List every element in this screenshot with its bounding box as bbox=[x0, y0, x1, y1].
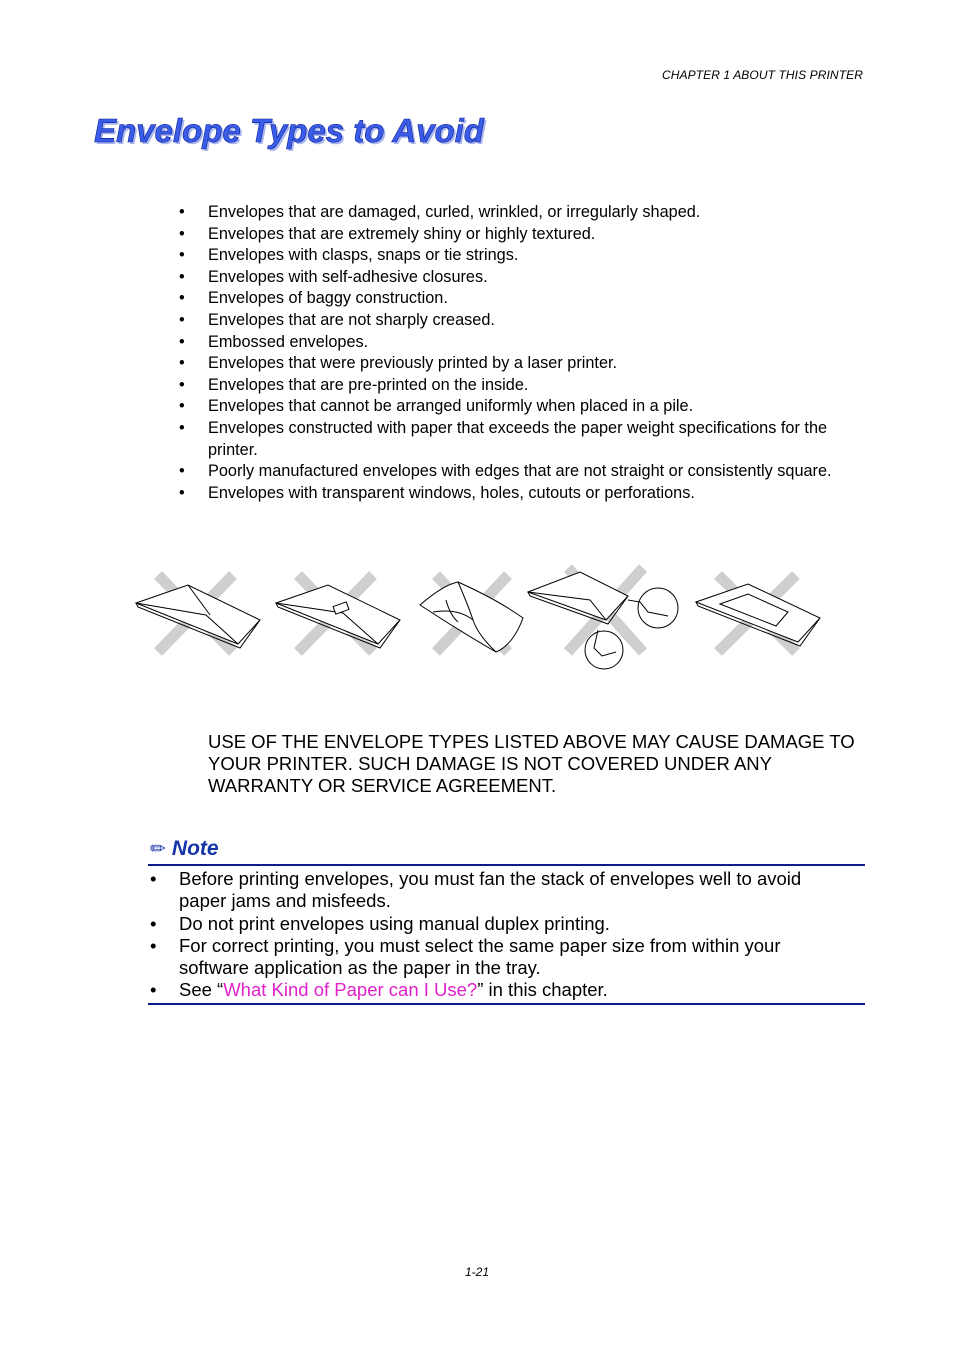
list-item: • Envelopes of baggy construction. bbox=[178, 288, 858, 310]
list-item: • Envelopes that cannot be arranged uniformly when placed in a pile. bbox=[178, 396, 858, 418]
chapter-header: CHAPTER 1 ABOUT THIS PRINTER bbox=[661, 68, 863, 82]
list-item: • Do not print envelopes using manual duplex printing. bbox=[150, 913, 840, 935]
warning-text: USE OF THE ENVELOPE TYPES LISTED ABOVE MAY CAUSE DAMAGE TO YOUR PRINTER. SUCH DAMAGE IS NOT COVERED UNDER ANY WARRANTY OR SERVICE AGREEMENT. bbox=[208, 731, 855, 796]
window-envelope-icon bbox=[696, 584, 820, 646]
list-item: • Envelopes that are extremely shiny or highly textured. bbox=[178, 224, 858, 246]
list-item: • Embossed envelopes. bbox=[178, 332, 858, 354]
see-suffix: ” in this chapter. bbox=[477, 979, 608, 1001]
list-item: • Envelopes with self-adhesive closures. bbox=[178, 267, 858, 289]
page-title: Envelope Types to Avoid bbox=[94, 112, 484, 149]
page-number: 1-21 bbox=[464, 1265, 490, 1279]
note-list bbox=[150, 868, 840, 1002]
note-title: Note bbox=[171, 837, 219, 860]
list-item: • Before printing envelopes, you must fan the stack of envelopes well to avoid paper jams and misfeeds. bbox=[150, 868, 840, 913]
pencil-icon: ✏ bbox=[150, 839, 166, 860]
list-item: • Envelopes with clasps, snaps or tie strings. bbox=[178, 245, 858, 267]
note-top-rule bbox=[148, 864, 865, 866]
envelope-illustration bbox=[128, 560, 828, 680]
list-item: • Poorly manufactured envelopes with edges that are not straight or consistently square. bbox=[178, 461, 858, 483]
envelope-icon bbox=[136, 585, 260, 648]
list-item: • Envelopes that are damaged, curled, wrinkled, or irregularly shaped. bbox=[178, 202, 858, 224]
list-item: • Envelopes with transparent windows, holes, cutouts or perforations. bbox=[178, 483, 858, 505]
paper-types-link[interactable]: What Kind of Paper can I Use? bbox=[223, 979, 478, 1001]
see-prefix: See “ bbox=[179, 979, 224, 1001]
avoid-list bbox=[178, 202, 858, 504]
note-bottom-rule bbox=[148, 1003, 865, 1005]
list-item: • For correct printing, you must select the same paper size from within your software application as the paper in the tray. bbox=[150, 935, 840, 980]
list-item: • Envelopes constructed with paper that exceeds the paper weight specifications for the printer. bbox=[178, 418, 858, 461]
list-item: • Envelopes that are pre-printed on the inside. bbox=[178, 375, 858, 397]
baggy-envelope-icon bbox=[420, 582, 523, 652]
clasp-envelope-icon bbox=[276, 585, 400, 648]
list-item: • Envelopes that are not sharply creased. bbox=[178, 310, 858, 332]
note-heading bbox=[150, 837, 219, 861]
list-item bbox=[150, 979, 840, 1001]
list-item: • Envelopes that were previously printed by a laser printer. bbox=[178, 353, 858, 375]
